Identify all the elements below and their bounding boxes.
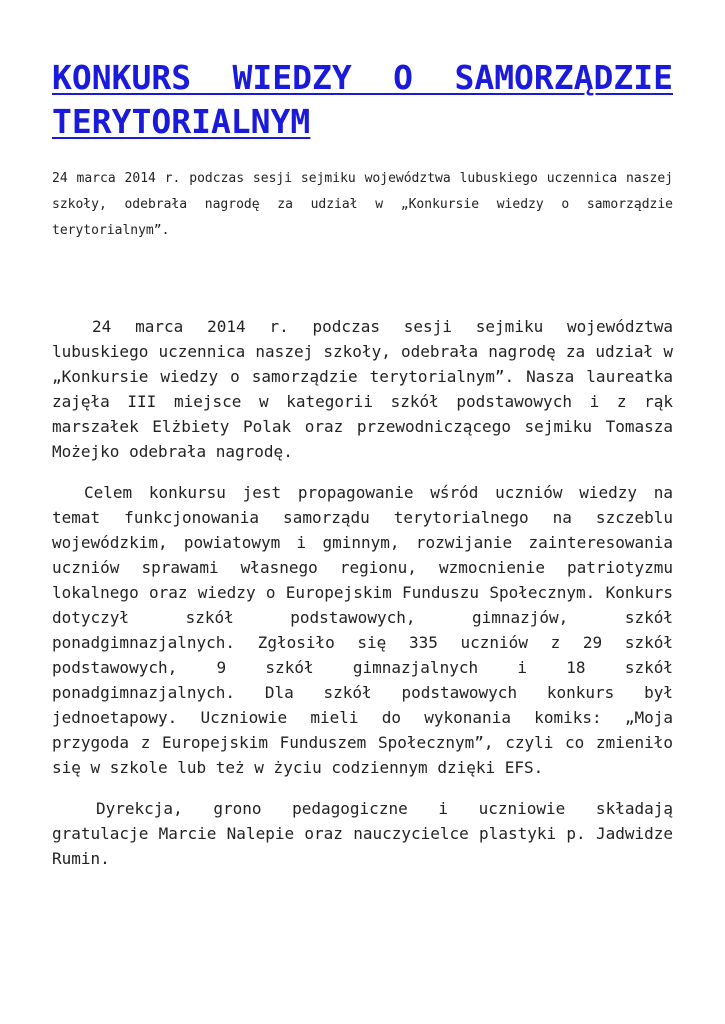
content-paragraph-2: Celem konkursu jest propagowanie wśród uczniów wiedzy na temat funkcjonowania samorządu terytorialnego na szczeblu wojewódzkim, powiatowym i gminnym, rozwijanie zainteresowania uczniów sprawami własnego regionu, wzmocnienie patriotyzmu lokalnego oraz wiedzy o Europejskim Funduszu Społecznym. Konkurs dotyczył szkół podstawowych, gimnazjów, szkół ponadgimnazjalnych. Zgłosiło się 335 uczniów z 29 szkół podstawowych, 9 szkół gimnazjalnych i 18 szkół ponadgimnazjalnych. Dla szkół podstawowych konkurs był jednoetapowy. Uczniowie mieli do wykonania komiks: „Moja przygoda z Europejskim Funduszem Społecznym”, czyli co zmieniło się w szkole lub też w życiu codziennym dzięki EFS. xyxy=(52,483,673,777)
article-content xyxy=(52,314,673,871)
article-title-link[interactable]: KONKURS WIEDZY O SAMORZĄDZIE TERYTORIALNYM xyxy=(52,58,673,141)
content-paragraph-1: 24 marca 2014 r. podczas sesji sejmiku województwa lubuskiego uczennica naszej szkoły, odebrała nagrodę za udział w „Konkursie wiedzy o samorządzie terytorialnym”. Nasza laureatka zajęła III miejsce w kategorii szkół podstawowych i z rąk marszałek Elżbiety Polak oraz przewodniczącego sejmiku Tomasza Możejko odebrała nagrodę. xyxy=(52,317,673,461)
article-excerpt: 24 marca 2014 r. podczas sesji sejmiku województwa lubuskiego uczennica naszej szkoły, odebrała nagrodę za udział w „Konkursie wiedzy o samorządzie terytorialnym”. xyxy=(52,171,673,238)
article xyxy=(52,56,673,887)
article-title xyxy=(52,56,673,144)
content-paragraph-3: Dyrekcja, grono pedagogiczne i uczniowie składają gratulacje Marcie Nalepie oraz nauczycielce plastyki p. Jadwidze Rumin. xyxy=(52,799,673,868)
